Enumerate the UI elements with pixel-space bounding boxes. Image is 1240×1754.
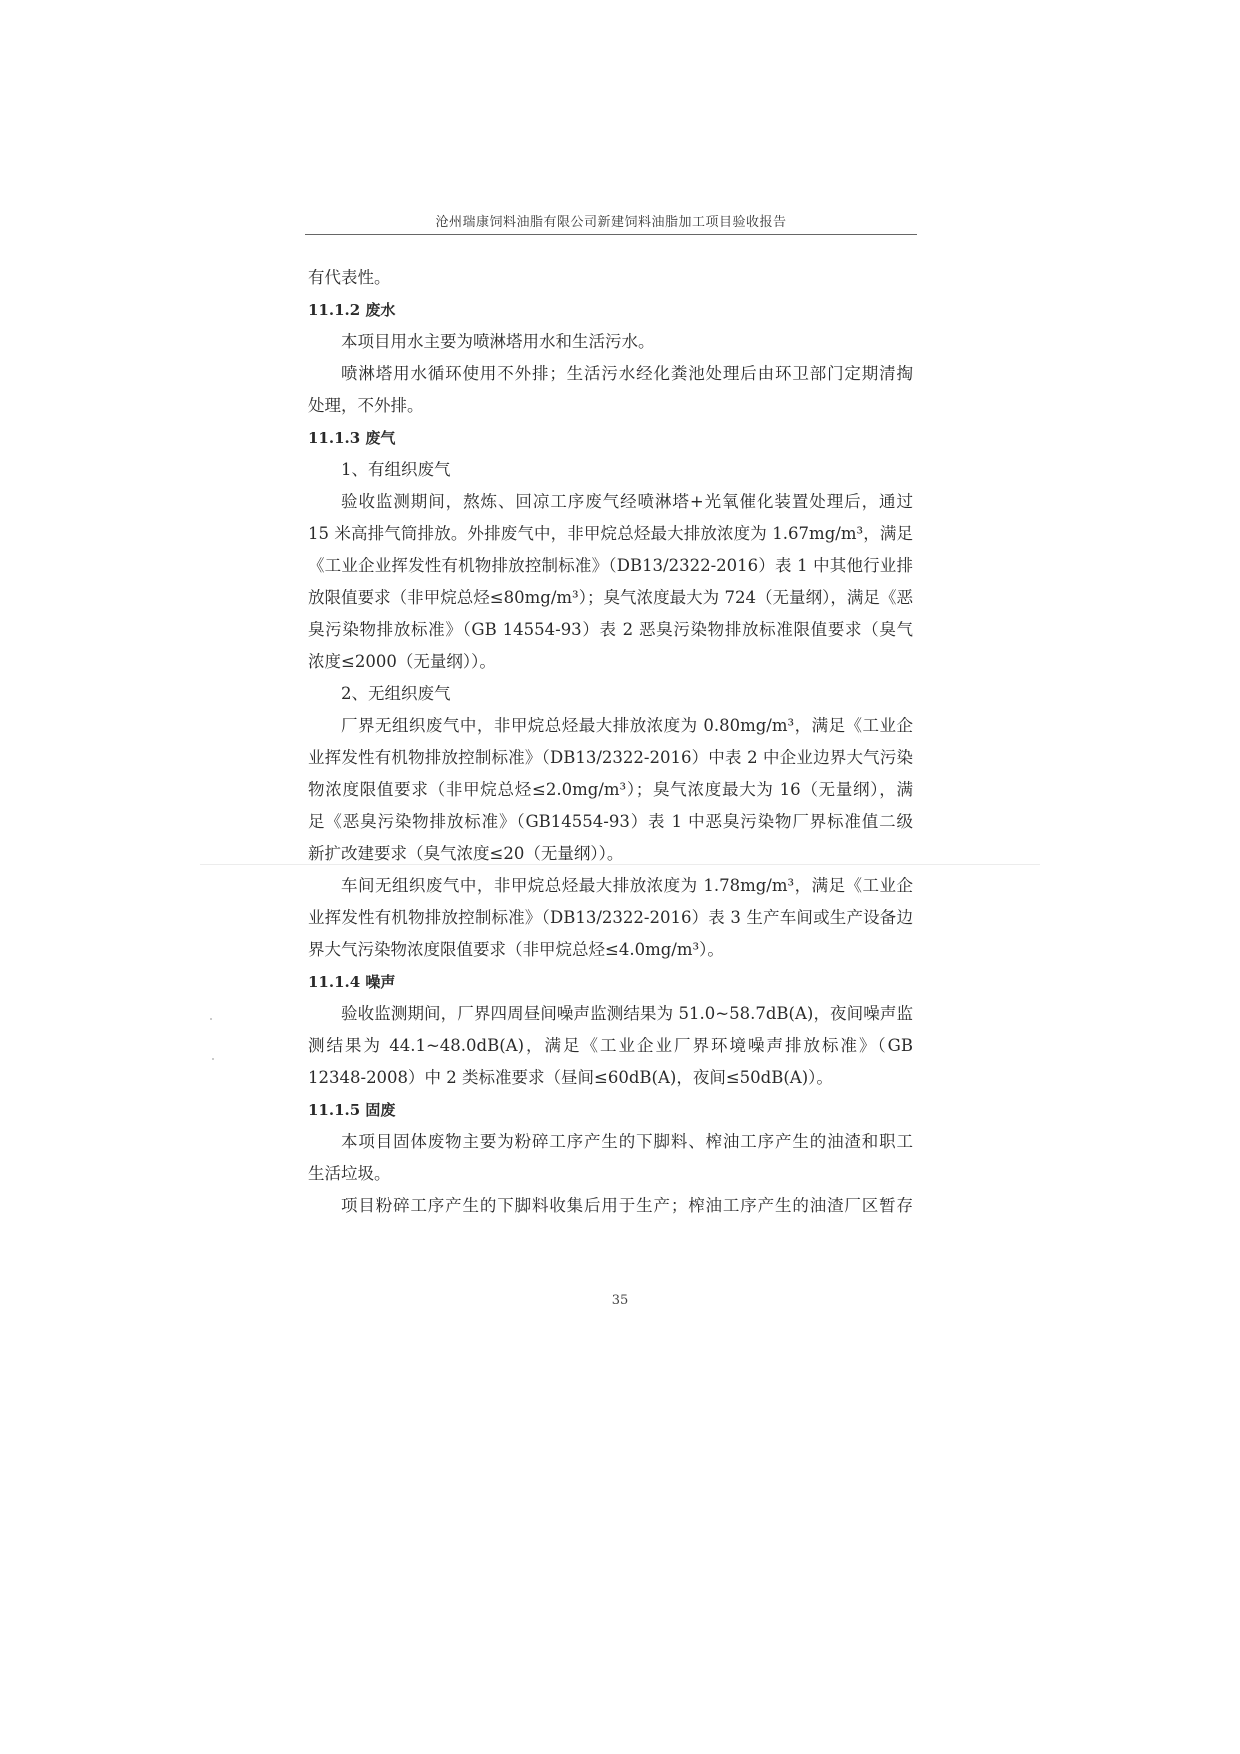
paragraph-line: 有代表性。 [308,268,391,287]
paragraph-line: 生活垃圾。 [308,1164,391,1183]
page-header-title: 沧州瑞康饲料油脂有限公司新建饲料油脂加工项目验收报告 [435,215,787,230]
paragraph-line: 浓度≤2000（无量纲））。 [308,652,496,671]
paragraph-line: 界大气污染物浓度限值要求（非甲烷总烃≤4.0mg/m³）。 [308,940,724,959]
paragraph-line: 15 米高排气筒排放。外排废气中，非甲烷总烃最大排放浓度为 1.67mg/m³，满足 [308,524,913,543]
paragraph-line: 喷淋塔用水循环使用不外排；生活污水经化粪池处理后由环卫部门定期清掏 [341,364,913,383]
paragraph-line: 车间无组织废气中，非甲烷总烃最大排放浓度为 1.78mg/m³，满足《工业企 [341,876,913,895]
paragraph-line: 12348-2008）中 2 类标准要求（昼间≤60dB(A)，夜间≤50dB(A)）。 [308,1068,833,1087]
paragraph-line: 业挥发性有机物排放控制标准》（DB13/2322-2016）中表 2 中企业边界大气污染 [308,748,913,767]
paragraph-line: 处理，不外排。 [308,396,424,415]
paragraph-line: 业挥发性有机物排放控制标准》（DB13/2322-2016）表 3 生产车间或生产设备边 [308,908,913,927]
subsection-title-unorganized: 2、无组织废气 [341,684,451,703]
paragraph-line: 物浓度限值要求（非甲烷总烃≤2.0mg/m³）；臭气浓度最大为 16（无量纲），满 [308,780,913,799]
paragraph-line: 新扩改建要求（臭气浓度≤20（无量纲））。 [308,844,624,863]
header-divider [305,234,917,235]
paragraph-line: 厂界无组织废气中，非甲烷总烃最大排放浓度为 0.80mg/m³，满足《工业企 [341,716,913,735]
section-heading-wastewater: 11.1.2 废水 [308,301,396,319]
page-body [308,262,913,1222]
paragraph-line: 足《恶臭污染物排放标准》（GB14554-93）表 1 中恶臭污染物厂界标准值二级 [308,812,913,831]
section-heading-noise: 11.1.4 噪声 [308,973,396,991]
paragraph-line: 本项目固体废物主要为粉碎工序产生的下脚料、榨油工序产生的油渣和职工 [341,1132,913,1151]
scan-speck [212,1058,214,1060]
paragraph-line: 放限值要求（非甲烷总烃≤80mg/m³）；臭气浓度最大为 724（无量纲），满足《恶 [308,588,913,607]
paragraph-line: 臭污染物排放标准》（GB 14554-93）表 2 恶臭污染物排放标准限值要求（臭气 [308,620,913,639]
subsection-title-organized: 1、有组织废气 [341,460,451,479]
page-number: 35 [611,1293,629,1308]
section-heading-exhaust: 11.1.3 废气 [308,429,396,447]
scan-speck [210,1018,212,1020]
paragraph-line: 项目粉碎工序产生的下脚料收集后用于生产；榨油工序产生的油渣厂区暂存 [341,1196,913,1215]
section-heading-solid-waste: 11.1.5 固废 [308,1101,396,1119]
paragraph-line: 验收监测期间，熬炼、回凉工序废气经喷淋塔+光氧催化装置处理后，通过 [341,492,913,511]
paragraph-line: 《工业企业挥发性有机物排放控制标准》（DB13/2322-2016）表 1 中其他行业排 [308,556,913,575]
paragraph-line: 本项目用水主要为喷淋塔用水和生活污水。 [341,332,655,351]
paragraph-line: 验收监测期间，厂界四周昼间噪声监测结果为 51.0~58.7dB(A)，夜间噪声监 [341,1004,913,1023]
paragraph-line: 测结果为 44.1~48.0dB(A)，满足《工业企业厂界环境噪声排放标准》（GB [308,1036,913,1055]
